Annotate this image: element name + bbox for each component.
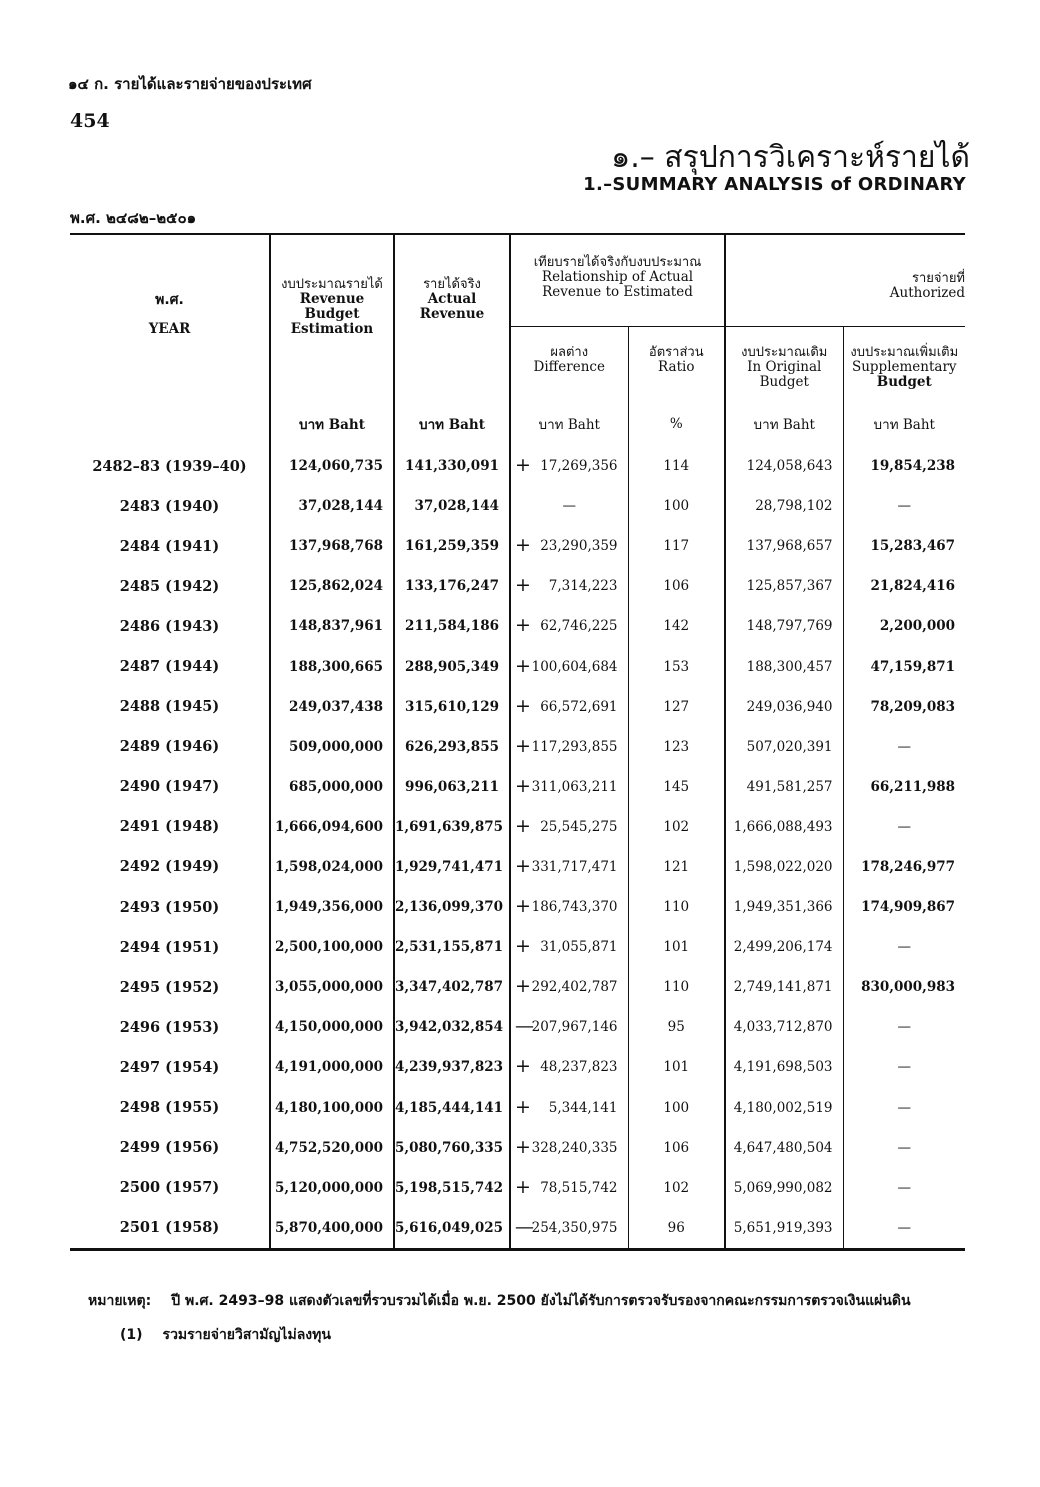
row-budget: 124,060,735 xyxy=(270,446,394,486)
row-actual: 288,905,349 xyxy=(394,646,510,686)
table-row xyxy=(70,566,965,606)
header-difference: ผลต่าง Difference xyxy=(510,326,628,402)
row-original: 148,797,769 xyxy=(725,606,843,646)
difference-value: 331,717,471 xyxy=(531,858,618,875)
row-actual: 3,942,032,854 xyxy=(394,1007,510,1047)
row-supplementary: — xyxy=(897,1019,912,1036)
table-row xyxy=(70,847,965,887)
unit-baht: บาท Baht xyxy=(510,402,628,446)
row-original: 4,180,002,519 xyxy=(725,1088,843,1128)
row-budget: 685,000,000 xyxy=(270,767,394,807)
row-supplementary: — xyxy=(897,498,912,515)
row-actual: 5,616,049,025 xyxy=(394,1208,510,1250)
row-year: 2484 (1941) xyxy=(70,526,270,566)
difference-sign: — xyxy=(515,1015,534,1038)
row-supplementary: 15,283,467 xyxy=(870,538,956,555)
row-supplementary: — xyxy=(897,1219,912,1236)
row-supplementary: — xyxy=(897,738,912,755)
difference-sign: + xyxy=(515,1175,531,1198)
unit-baht: บาท Baht xyxy=(394,402,510,446)
row-year: 2500 (1957) xyxy=(70,1168,270,1208)
row-budget: 37,028,144 xyxy=(270,486,394,526)
bottom-rule xyxy=(70,1249,965,1251)
difference-value: 311,063,211 xyxy=(531,778,618,795)
row-difference xyxy=(510,446,628,486)
table-row xyxy=(70,1047,965,1087)
row-year: 2482–83 (1939–40) xyxy=(70,446,270,486)
row-year: 2492 (1949) xyxy=(70,847,270,887)
row-supplementary: 178,246,977 xyxy=(861,858,956,875)
row-ratio: 95 xyxy=(628,1007,725,1047)
row-supplementary: — xyxy=(897,1179,912,1196)
row-difference xyxy=(510,727,628,767)
row-ratio: 102 xyxy=(628,807,725,847)
row-year: 2490 (1947) xyxy=(70,767,270,807)
difference-value: 25,545,275 xyxy=(540,818,618,835)
row-difference xyxy=(510,687,628,727)
row-difference xyxy=(510,1128,628,1168)
table-row xyxy=(70,727,965,767)
row-ratio: 123 xyxy=(628,727,725,767)
difference-value: 48,237,823 xyxy=(540,1059,618,1076)
difference-value: 117,293,855 xyxy=(531,738,618,755)
row-original: 4,191,698,503 xyxy=(725,1047,843,1087)
title-english: 1.–SUMMARY ANALYSIS of ORDINARY xyxy=(583,174,966,195)
row-actual: 133,176,247 xyxy=(394,566,510,606)
table-row xyxy=(70,1168,965,1208)
row-actual: 161,259,359 xyxy=(394,526,510,566)
header-year: พ.ศ. YEAR xyxy=(70,234,270,402)
row-year: 2485 (1942) xyxy=(70,566,270,606)
row-budget: 5,870,400,000 xyxy=(270,1208,394,1250)
row-ratio: 153 xyxy=(628,646,725,686)
row-difference xyxy=(510,847,628,887)
row-budget: 137,968,768 xyxy=(270,526,394,566)
table-header xyxy=(70,234,965,446)
difference-sign: + xyxy=(515,895,531,918)
row-original: 249,036,940 xyxy=(725,687,843,727)
row-budget: 188,300,665 xyxy=(270,646,394,686)
row-original: 2,749,141,871 xyxy=(725,967,843,1007)
difference-value: 31,055,871 xyxy=(540,939,618,956)
header-original: งบประมาณเดิม In Original Budget xyxy=(725,326,843,402)
footnote xyxy=(120,1324,331,1346)
difference-value: 78,515,742 xyxy=(540,1179,618,1196)
row-year: 2501 (1958) xyxy=(70,1208,270,1250)
row-ratio: 96 xyxy=(628,1208,725,1250)
row-difference xyxy=(510,566,628,606)
row-ratio: 117 xyxy=(628,526,725,566)
row-supplementary: — xyxy=(897,818,912,835)
row-difference xyxy=(510,767,628,807)
row-year: 2487 (1944) xyxy=(70,646,270,686)
header-ratio: อัตราส่วน Ratio xyxy=(628,326,725,402)
row-actual: 37,028,144 xyxy=(394,486,510,526)
row-budget: 249,037,438 xyxy=(270,687,394,727)
row-budget: 4,191,000,000 xyxy=(270,1047,394,1087)
row-ratio: 114 xyxy=(628,446,725,486)
table-row xyxy=(70,887,965,927)
row-budget: 148,837,961 xyxy=(270,606,394,646)
row-year: 2483 (1940) xyxy=(70,486,270,526)
difference-value: 62,746,225 xyxy=(540,618,618,635)
row-budget: 125,862,024 xyxy=(270,566,394,606)
row-supplementary: 66,211,988 xyxy=(870,778,956,795)
table-row xyxy=(70,526,965,566)
row-supplementary: — xyxy=(897,1059,912,1076)
difference-value: 100,604,684 xyxy=(531,658,618,675)
difference-sign: + xyxy=(515,534,531,557)
row-original: 5,069,990,082 xyxy=(725,1168,843,1208)
row-actual: 1,929,741,471 xyxy=(394,847,510,887)
difference-sign: + xyxy=(515,454,531,477)
difference-value: 23,290,359 xyxy=(540,538,618,555)
row-supplementary: 78,209,083 xyxy=(870,698,956,715)
row-difference xyxy=(510,606,628,646)
row-actual: 3,347,402,787 xyxy=(394,967,510,1007)
difference-sign: + xyxy=(515,935,531,958)
table-row xyxy=(70,967,965,1007)
row-original: 137,968,657 xyxy=(725,526,843,566)
row-difference xyxy=(510,1168,628,1208)
table-row xyxy=(70,1007,965,1047)
row-budget: 1,949,356,000 xyxy=(270,887,394,927)
row-original: 1,949,351,366 xyxy=(725,887,843,927)
row-difference xyxy=(510,646,628,686)
row-original: 4,033,712,870 xyxy=(725,1007,843,1047)
difference-value: 292,402,787 xyxy=(531,979,618,996)
difference-sign: + xyxy=(515,774,531,797)
row-budget: 1,598,024,000 xyxy=(270,847,394,887)
difference-sign: + xyxy=(515,1055,531,1078)
difference-value: — xyxy=(562,498,576,515)
row-supplementary: — xyxy=(897,1139,912,1156)
row-supplementary: — xyxy=(897,939,912,956)
row-ratio: 101 xyxy=(628,1047,725,1087)
difference-sign: + xyxy=(515,815,531,838)
row-original: 5,651,919,393 xyxy=(725,1208,843,1250)
row-budget: 4,180,100,000 xyxy=(270,1088,394,1128)
row-difference xyxy=(510,1007,628,1047)
difference-sign: + xyxy=(515,574,531,597)
row-actual: 4,239,937,823 xyxy=(394,1047,510,1087)
row-year: 2489 (1946) xyxy=(70,727,270,767)
row-year: 2499 (1956) xyxy=(70,1128,270,1168)
period-label: พ.ศ. ๒๔๘๒–๒๕๐๑ xyxy=(70,209,197,227)
remark-text: ปี พ.ศ. 2493–98 แสดงตัวเลขที่รวบรวมได้เมื่อ พ.ย. 2500 ยังไม่ได้รับการตรวจรับรองจากคณะกรรมการตรวจเงินแผ่นดิน xyxy=(171,1293,911,1309)
row-year: 2491 (1948) xyxy=(70,807,270,847)
row-budget: 509,000,000 xyxy=(270,727,394,767)
row-difference xyxy=(510,1208,628,1250)
difference-sign: + xyxy=(515,855,531,878)
difference-value: 254,350,975 xyxy=(531,1219,618,1236)
row-year: 2488 (1945) xyxy=(70,687,270,727)
page-number: 454 xyxy=(70,110,110,132)
row-ratio: 142 xyxy=(628,606,725,646)
difference-value: 66,572,691 xyxy=(540,698,618,715)
table-row xyxy=(70,927,965,967)
row-actual: 626,293,855 xyxy=(394,727,510,767)
unit-baht: บาท Baht xyxy=(873,417,935,433)
row-budget: 2,500,100,000 xyxy=(270,927,394,967)
table-row xyxy=(70,1128,965,1168)
title-thai: ๑.– สรุปการวิเคราะห์รายได้ xyxy=(611,140,970,175)
row-supplementary: 2,200,000 xyxy=(879,618,956,635)
difference-sign: + xyxy=(515,975,531,998)
table-row xyxy=(70,767,965,807)
difference-value: 207,967,146 xyxy=(531,1019,618,1036)
row-ratio: 101 xyxy=(628,927,725,967)
remark-label: หมายเหตุ: xyxy=(88,1293,152,1309)
header-relationship: เทียบรายได้จริงกับงบประมาณ Relationship of Actual Revenue to Estimated xyxy=(510,234,725,326)
row-budget: 4,150,000,000 xyxy=(270,1007,394,1047)
row-difference xyxy=(510,1088,628,1128)
footnote-text: รวมรายจ่ายวิสามัญไม่ลงทุน xyxy=(162,1327,331,1343)
row-original: 4,647,480,504 xyxy=(725,1128,843,1168)
header-actual: รายได้จริง Actual Revenue xyxy=(394,234,510,402)
running-head: ๑๔ ก. รายได้และรายจ่ายของประเทศ xyxy=(68,75,312,93)
row-ratio: 145 xyxy=(628,767,725,807)
row-actual: 1,691,639,875 xyxy=(394,807,510,847)
row-original: 507,020,391 xyxy=(725,727,843,767)
difference-sign: + xyxy=(515,1095,531,1118)
row-supplementary: 21,824,416 xyxy=(870,578,956,595)
row-ratio: 106 xyxy=(628,566,725,606)
difference-value: 328,240,335 xyxy=(531,1139,618,1156)
difference-value: 7,314,223 xyxy=(548,578,618,595)
row-year: 2494 (1951) xyxy=(70,927,270,967)
row-ratio: 127 xyxy=(628,687,725,727)
table-row xyxy=(70,446,965,486)
row-ratio: 110 xyxy=(628,887,725,927)
row-original: 125,857,367 xyxy=(725,566,843,606)
row-supplementary: 174,909,867 xyxy=(861,899,956,916)
row-ratio: 106 xyxy=(628,1128,725,1168)
row-year: 2486 (1943) xyxy=(70,606,270,646)
table-row xyxy=(70,486,965,526)
row-original: 1,666,088,493 xyxy=(725,807,843,847)
row-difference xyxy=(510,927,628,967)
units-row xyxy=(70,402,965,446)
row-actual: 4,185,444,141 xyxy=(394,1088,510,1128)
row-difference xyxy=(510,1047,628,1087)
row-ratio: 100 xyxy=(628,486,725,526)
difference-sign: + xyxy=(515,734,531,757)
row-year: 2498 (1955) xyxy=(70,1088,270,1128)
difference-value: 5,344,141 xyxy=(548,1099,618,1116)
revenue-table xyxy=(70,233,965,1251)
header-budget: งบประมาณรายได้ Revenue Budget Estimation xyxy=(270,234,394,402)
header-authorized: รายจ่ายที่ Authorized xyxy=(725,234,965,326)
table-row xyxy=(70,1088,965,1128)
row-year: 2495 (1952) xyxy=(70,967,270,1007)
row-supplementary: 19,854,238 xyxy=(870,458,956,475)
footnote-mark: (1) xyxy=(120,1327,143,1343)
remark-note xyxy=(88,1290,911,1312)
row-year: 2497 (1954) xyxy=(70,1047,270,1087)
row-difference xyxy=(510,887,628,927)
table-body xyxy=(70,446,965,1249)
difference-sign: + xyxy=(515,654,531,677)
difference-value: 186,743,370 xyxy=(531,899,618,916)
row-original: 188,300,457 xyxy=(725,646,843,686)
row-difference xyxy=(510,486,628,526)
unit-percent: % xyxy=(628,402,725,446)
difference-sign: + xyxy=(515,694,531,717)
row-original: 491,581,257 xyxy=(725,767,843,807)
table-row xyxy=(70,807,965,847)
row-budget: 5,120,000,000 xyxy=(270,1168,394,1208)
row-actual: 996,063,211 xyxy=(394,767,510,807)
row-ratio: 102 xyxy=(628,1168,725,1208)
row-original: 124,058,643 xyxy=(725,446,843,486)
difference-sign: — xyxy=(515,1215,534,1238)
row-actual: 2,136,099,370 xyxy=(394,887,510,927)
row-year: 2493 (1950) xyxy=(70,887,270,927)
row-original: 28,798,102 xyxy=(725,486,843,526)
row-difference xyxy=(510,526,628,566)
row-original: 1,598,022,020 xyxy=(725,847,843,887)
row-actual: 141,330,091 xyxy=(394,446,510,486)
row-original: 2,499,206,174 xyxy=(725,927,843,967)
row-actual: 2,531,155,871 xyxy=(394,927,510,967)
row-year: 2496 (1953) xyxy=(70,1007,270,1047)
unit-baht: บาท Baht xyxy=(725,402,843,446)
table-row xyxy=(70,687,965,727)
table-row xyxy=(70,1208,965,1250)
row-ratio: 110 xyxy=(628,967,725,1007)
row-actual: 5,198,515,742 xyxy=(394,1168,510,1208)
header-supplementary: งบประมาณเพิ่มเติม Supplementary Budget xyxy=(850,344,959,390)
row-actual: 5,080,760,335 xyxy=(394,1128,510,1168)
row-difference xyxy=(510,807,628,847)
row-supplementary: — xyxy=(897,1099,912,1116)
difference-value: 17,269,356 xyxy=(540,458,618,475)
difference-sign: + xyxy=(515,614,531,637)
row-actual: 315,610,129 xyxy=(394,687,510,727)
row-difference xyxy=(510,967,628,1007)
table-row xyxy=(70,606,965,646)
row-budget: 3,055,000,000 xyxy=(270,967,394,1007)
row-supplementary: 47,159,871 xyxy=(870,658,956,675)
row-ratio: 100 xyxy=(628,1088,725,1128)
unit-baht: บาท Baht xyxy=(270,402,394,446)
row-budget: 4,752,520,000 xyxy=(270,1128,394,1168)
row-supplementary: 830,000,983 xyxy=(861,979,956,996)
difference-sign: + xyxy=(515,1135,531,1158)
row-actual: 211,584,186 xyxy=(394,606,510,646)
row-budget: 1,666,094,600 xyxy=(270,807,394,847)
row-ratio: 121 xyxy=(628,847,725,887)
table-row xyxy=(70,646,965,686)
